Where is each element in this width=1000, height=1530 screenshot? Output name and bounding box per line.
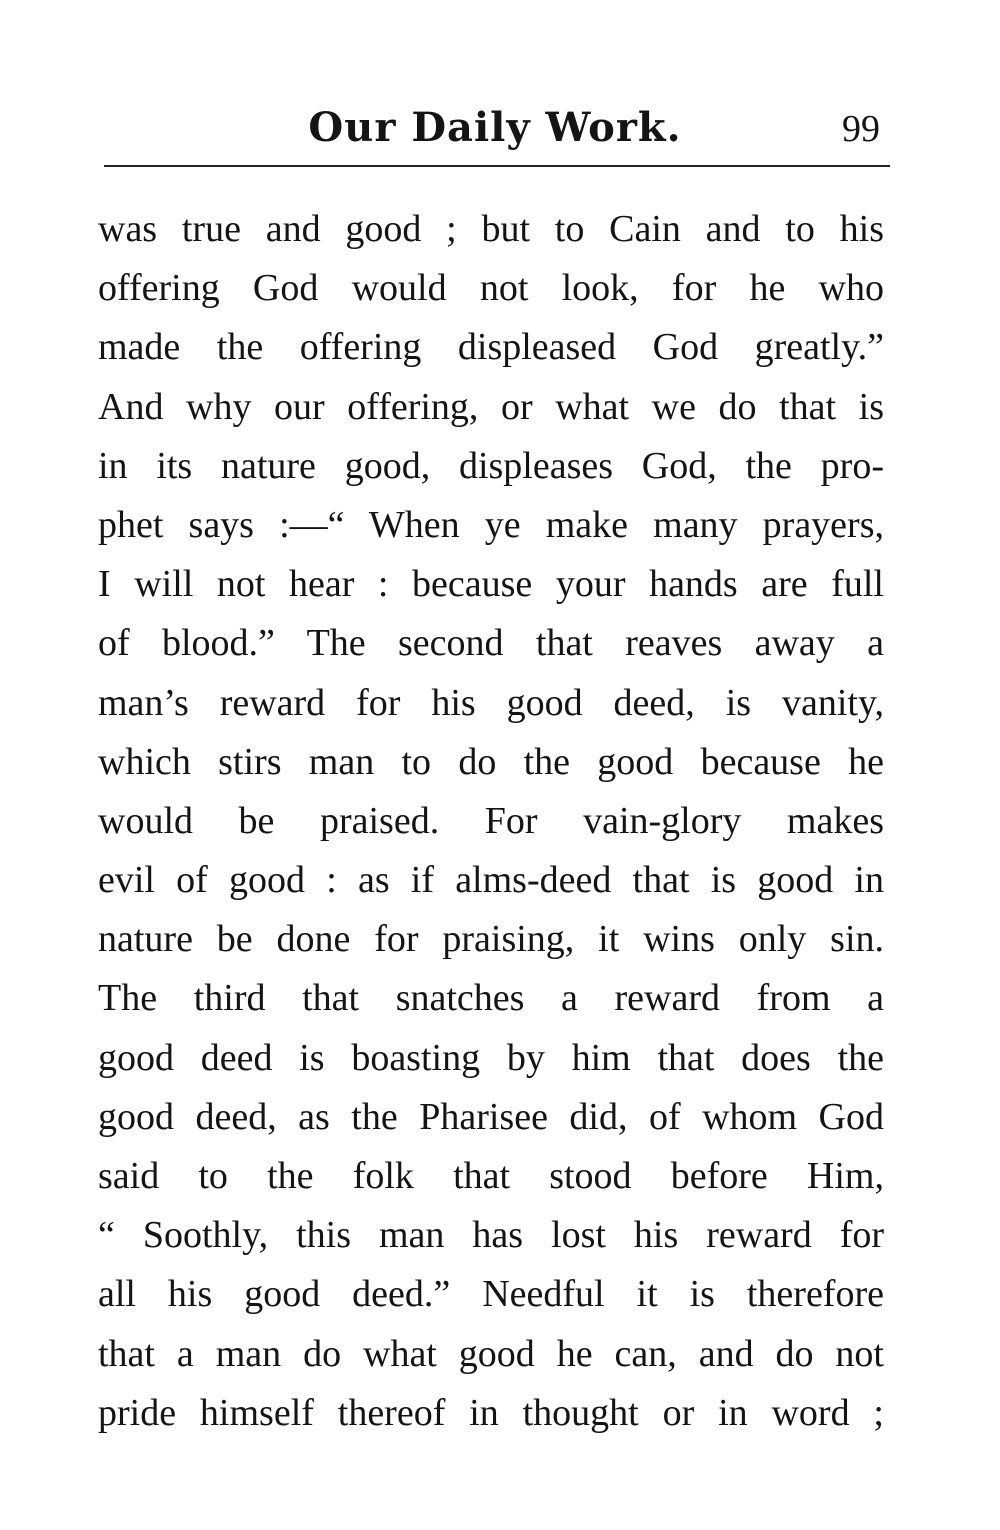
text-line: “ Soothly, this man has lost his reward for <box>98 1214 884 1257</box>
text-line: in its nature good, displeases God, the pro- <box>98 444 884 487</box>
page-number: 99 <box>842 108 880 150</box>
text-line: said to the folk that stood before Him, <box>98 1155 884 1197</box>
text-line: good deed, as the Pharisee did, of whom God <box>98 1095 884 1138</box>
text-line: nature be done for praising, it wins only sin. <box>98 918 884 961</box>
text-line: evil of good : as if alms-deed that is good in <box>98 859 884 902</box>
text-line: of blood.” The second that reaves away a <box>98 622 884 665</box>
body-text <box>98 200 884 1443</box>
text-line: would be praised. For vain-glory makes <box>98 799 884 842</box>
text-line: that a man do what good he can, and do not <box>98 1332 884 1375</box>
text-line: pride himself thereof in thought or in word ; <box>98 1391 884 1434</box>
running-title: Our Daily Work. <box>308 104 682 151</box>
text-line: offering God would not look, for he who <box>98 267 884 310</box>
text-line: phet says :—“ When ye make many prayers, <box>98 503 884 546</box>
header-rule <box>104 165 890 167</box>
text-line: good deed is boasting by him that does the <box>98 1036 884 1079</box>
text-line: The third that snatches a reward from a <box>98 977 884 1020</box>
text-line: And why our offering, or what we do that is <box>98 385 884 428</box>
text-line: all his good deed.” Needful it is therefore <box>98 1273 884 1316</box>
running-head <box>100 100 890 160</box>
text-line: was true and good ; but to Cain and to his <box>98 208 884 250</box>
text-line: which stirs man to do the good because he <box>98 740 884 783</box>
text-line: man’s reward for his good deed, is vanity, <box>98 681 884 724</box>
text-line: made the offering displeased God greatly.” <box>98 326 884 369</box>
text-line: I will not hear : because your hands are full <box>98 563 884 606</box>
